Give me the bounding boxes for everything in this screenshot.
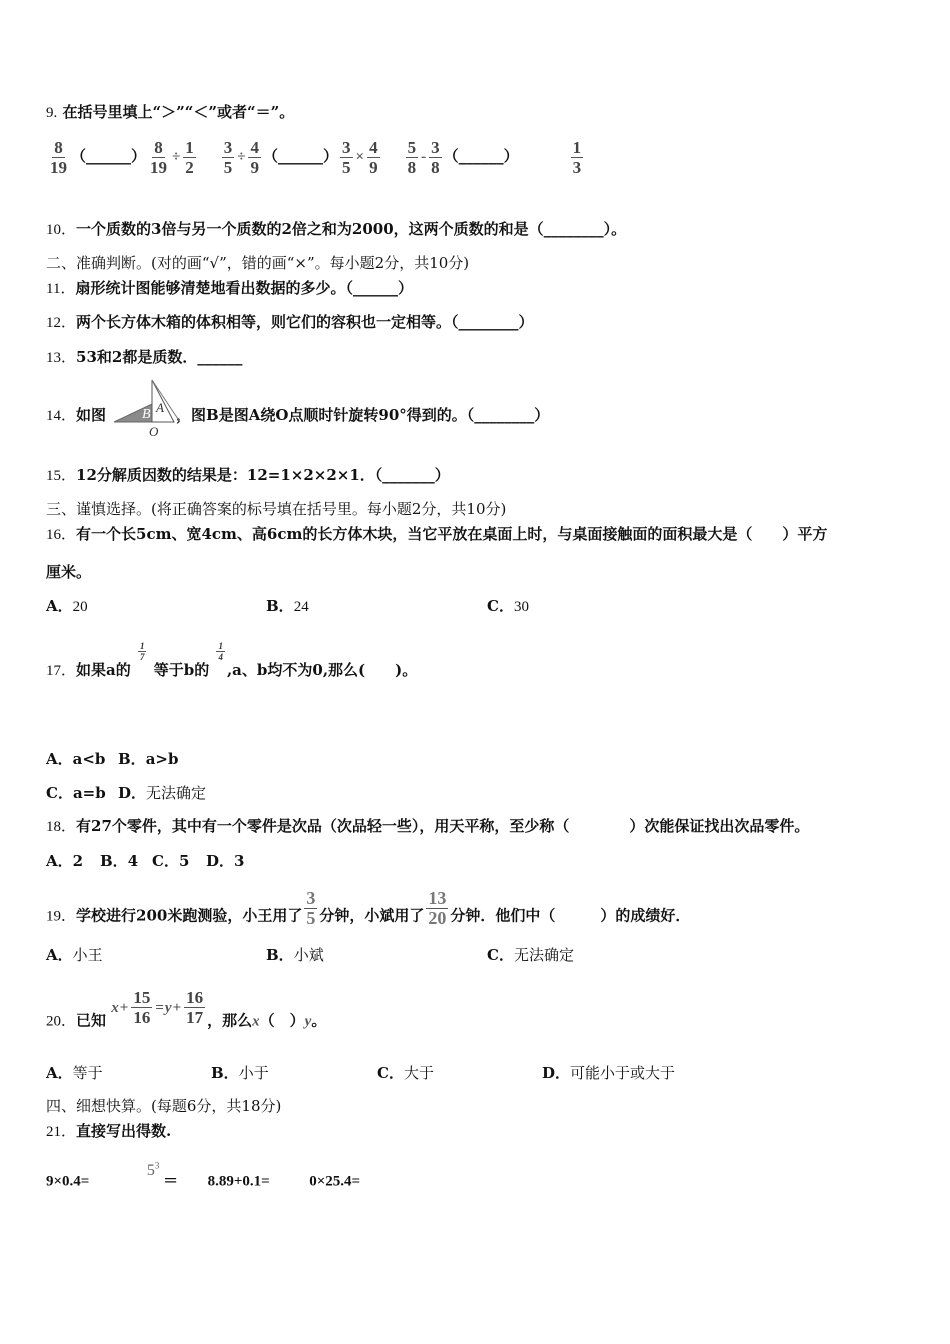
expression-row <box>46 1161 361 1191</box>
fraction: $\frac{1}{7}$ <box>139 640 145 662</box>
question-text: 分钟，小斌用了 <box>319 906 425 925</box>
question-text: 学校进行200米跑测验，小王用了 <box>76 906 303 925</box>
variable-x: x <box>111 999 119 1016</box>
section-title: 二、准确判断。(对的画“√”，错的画“×”。每小题2分，共10分) <box>46 254 470 272</box>
expression: ＝ <box>163 1173 179 1190</box>
option-c[interactable]: C．5 <box>152 852 190 870</box>
option-a[interactable]: A．20 <box>46 597 88 615</box>
question-15 <box>46 465 450 486</box>
question-text: 有27个零件，其中有一个零件是次品（次品轻一些），用天平称，至少称（ ）次能保证找出次品零件。 <box>76 817 810 835</box>
section-title: 三、谨慎选择。(将正确答案的标号填在括号里。每小题2分，共10分) <box>46 500 507 518</box>
minus-sign: - <box>421 149 427 165</box>
option-a[interactable]: A．a<b <box>46 750 106 768</box>
question-number: 15． <box>46 468 77 484</box>
question-number: 12． <box>46 315 77 331</box>
question-16 <box>46 524 827 545</box>
fraction: $\frac{3}{5}$ <box>223 137 233 177</box>
option-b[interactable]: B．a>b <box>118 750 179 768</box>
question-12 <box>46 312 534 333</box>
rotation-figure <box>112 376 192 438</box>
fraction: $\frac{13}{20}$ <box>428 888 447 928</box>
option-a[interactable]: A．小王 <box>46 946 103 964</box>
option-b[interactable]: B．24 <box>266 597 309 615</box>
fraction: $\frac{8}{19}$ <box>150 137 168 177</box>
label-a: A <box>156 400 164 415</box>
question-number: 10． <box>46 222 77 238</box>
question-number: 16． <box>46 527 77 543</box>
option-b[interactable]: B．4 <box>100 852 139 870</box>
option-c[interactable]: C．a=b <box>46 784 106 802</box>
fraction: $\frac{4}{9}$ <box>250 137 259 177</box>
option-d[interactable]: D．3 <box>206 852 245 870</box>
option-a[interactable]: A．2 <box>46 852 84 870</box>
variable-x: x <box>252 1013 260 1030</box>
option-c[interactable]: C．大于 <box>377 1064 434 1082</box>
divide-sign: ÷ <box>237 149 246 165</box>
question-text: 有一个长5cm、宽4cm、高6cm的长方体木块，当它平放在桌面上时，与桌面接触面的面积最大是（ ）平方 <box>76 525 828 543</box>
option-d[interactable]: D．可能小于或大于 <box>542 1064 676 1082</box>
question-20: 20．已知 x+ $\frac{15}{16}$ =y+ $\frac{16}{17}$ ，那么x（ ）y。 <box>46 988 327 1030</box>
question-number: 9. <box>46 105 58 121</box>
variable-y: y <box>304 1013 312 1030</box>
expression: 9×0.4= <box>46 1173 90 1190</box>
label-o: O <box>149 424 159 438</box>
question-number: 19． <box>46 908 77 925</box>
fraction: $\frac{8}{19}$ <box>50 137 67 177</box>
fraction: $\frac{15}{16}$ <box>133 988 151 1027</box>
question-number: 18． <box>46 819 77 835</box>
option-b[interactable]: B．小于 <box>211 1064 269 1082</box>
question-11 <box>46 278 413 299</box>
fraction: $\frac{1}{3}$ <box>572 137 582 177</box>
answer-blank[interactable]: （______） <box>443 147 519 165</box>
question-text: 两个长方体木箱的体积相等，则它们的容积也一定相等。（________） <box>76 313 534 331</box>
question-number: 14． <box>46 408 77 424</box>
question-number: 20． <box>46 1013 77 1030</box>
expression: 8.89+0.1= <box>207 1173 270 1190</box>
answer-blank[interactable]: （ ） <box>259 1011 305 1030</box>
question-number: 17． <box>46 663 77 679</box>
answer-blank[interactable]: （______） <box>71 147 147 165</box>
question-21 <box>46 1121 171 1142</box>
question-text: 如果a的 <box>76 661 131 679</box>
section-title: 四、细想快算。(每题6分，共18分) <box>46 1097 282 1115</box>
question-text: 扇形统计图能够清楚地看出数据的多少。（______） <box>75 279 413 297</box>
question-16-cont: 厘米。 <box>46 563 92 581</box>
question-9-items <box>46 136 585 177</box>
fraction: $\frac{3}{5}$ <box>342 137 351 177</box>
question-text: 12分解质因数的结果是：12=1×2×2×1．（_______） <box>76 466 450 484</box>
question-text: 一个质数的3倍与另一个质数的2倍之和为2000，这两个质数的和是（________）。 <box>76 220 627 238</box>
fraction: $\frac{3}{5}$ <box>306 888 316 928</box>
answer-blank[interactable]: （______） <box>262 147 338 165</box>
question-number: 21． <box>46 1124 77 1140</box>
question-13 <box>46 347 242 368</box>
option-c[interactable]: C．30 <box>487 597 529 615</box>
question-text: ，那么 <box>207 1011 253 1030</box>
question-9 <box>46 102 294 123</box>
question-18 <box>46 816 809 837</box>
variable-y: y <box>164 999 172 1016</box>
question-19 <box>46 888 691 936</box>
option-a[interactable]: A．等于 <box>46 1064 103 1082</box>
question-text: 分钟．他们中（ ）的成绩好． <box>450 906 691 925</box>
question-text: 如图 <box>76 406 107 424</box>
question-text: ，图B是图A绕O点顺时针旋转90°得到的。（________） <box>176 406 550 424</box>
expression: 0×25.4= <box>309 1173 361 1190</box>
fraction: $\frac{5}{8}$ <box>407 137 417 177</box>
option-c[interactable]: C．无法确定 <box>487 946 574 964</box>
question-number: 11． <box>46 281 76 297</box>
multiply-sign: × <box>355 149 365 165</box>
question-10 <box>46 219 626 240</box>
question-text: 直接写出得数. <box>76 1122 172 1140</box>
fraction: $\frac{1}{2}$ <box>185 137 194 177</box>
question-text: ,a、b均不为0,那么( )。 <box>226 661 418 679</box>
question-text: 已知 <box>76 1011 107 1030</box>
fraction: $\frac{3}{8}$ <box>431 137 440 177</box>
question-text: 等于b的 <box>153 661 210 679</box>
question-text: 53和2都是质数．______ <box>76 348 243 366</box>
fraction: $\frac{4}{9}$ <box>369 137 378 177</box>
question-17 <box>46 640 418 682</box>
question-number: 13． <box>46 350 77 366</box>
fraction: $\frac{16}{17}$ <box>186 988 204 1027</box>
divide-sign: ÷ <box>172 149 181 165</box>
fraction: $\frac{1}{4}$ <box>218 640 223 662</box>
power-expression: $5^3$ <box>146 1161 160 1180</box>
question-text: 在括号里填上“＞”“＜”或者“＝”。 <box>62 103 295 121</box>
label-b: B <box>142 407 151 422</box>
option-b[interactable]: B．小斌 <box>266 946 324 964</box>
option-d[interactable]: D．无法确定 <box>118 784 207 802</box>
